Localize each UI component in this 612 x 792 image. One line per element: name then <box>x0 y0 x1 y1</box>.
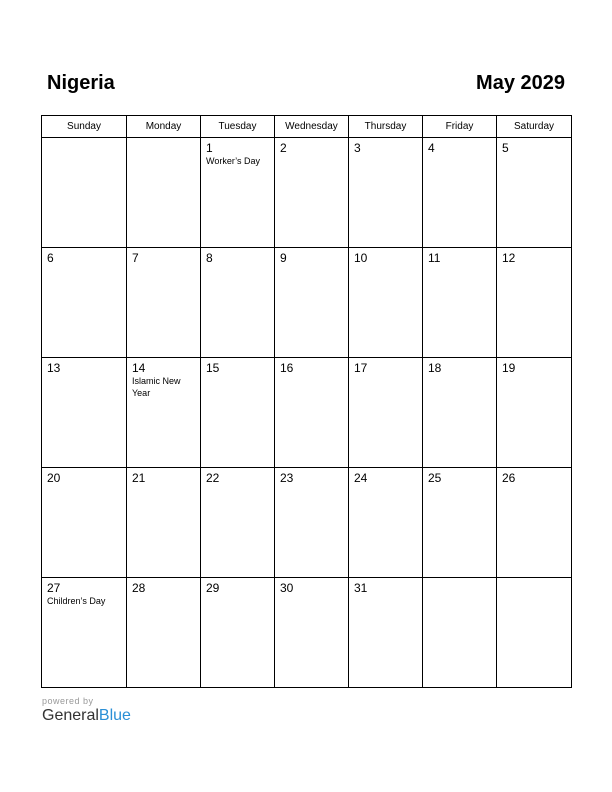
calendar-day-cell <box>275 358 349 468</box>
footer-branding <box>42 696 131 725</box>
calendar-week-row <box>42 248 572 358</box>
day-number: 27 <box>47 581 61 595</box>
brand-blue-text: Blue <box>98 707 131 724</box>
day-number: 18 <box>428 361 442 375</box>
day-number: 10 <box>354 251 368 265</box>
weekday-header-friday: Friday <box>423 116 497 138</box>
day-number: 9 <box>280 251 287 265</box>
day-number: 25 <box>428 471 442 485</box>
calendar-day-cell <box>497 248 572 358</box>
calendar-day-cell <box>127 248 201 358</box>
calendar-day-cell <box>349 358 423 468</box>
calendar-day-cell <box>497 578 572 688</box>
day-number: 7 <box>132 251 139 265</box>
calendar-day-cell <box>349 138 423 248</box>
calendar-day-cell <box>423 358 497 468</box>
calendar-day-cell <box>42 358 127 468</box>
generalblue-logo <box>42 707 131 725</box>
day-number: 31 <box>354 581 368 595</box>
calendar-week-row <box>42 578 572 688</box>
day-number: 14 <box>132 361 146 375</box>
calendar-day-cell <box>201 358 275 468</box>
day-number: 20 <box>47 471 61 485</box>
day-number: 5 <box>502 141 509 155</box>
calendar-day-cell <box>127 578 201 688</box>
calendar-day-cell <box>42 138 127 248</box>
weekday-header-tuesday: Tuesday <box>201 116 275 138</box>
calendar-day-cell <box>423 468 497 578</box>
weekday-header-monday: Monday <box>127 116 201 138</box>
weekday-header-saturday: Saturday <box>497 116 572 138</box>
month-year-title: May 2029 <box>476 72 565 94</box>
day-number: 26 <box>502 471 516 485</box>
day-number: 16 <box>280 361 294 375</box>
calendar-day-cell <box>201 138 275 248</box>
day-number: 4 <box>428 141 435 155</box>
calendar-day-cell <box>497 138 572 248</box>
weekday-header-wednesday: Wednesday <box>275 116 349 138</box>
calendar-day-cell <box>349 248 423 358</box>
calendar-day-cell <box>127 468 201 578</box>
day-number: 22 <box>206 471 220 485</box>
calendar-day-cell <box>275 468 349 578</box>
calendar-day-cell <box>423 248 497 358</box>
calendar-day-cell <box>42 248 127 358</box>
day-number: 30 <box>280 581 294 595</box>
day-number: 19 <box>502 361 516 375</box>
day-number: 11 <box>428 251 441 265</box>
calendar-day-cell <box>201 468 275 578</box>
calendar-day-cell <box>349 578 423 688</box>
calendar-day-cell <box>275 138 349 248</box>
calendar-day-cell <box>349 468 423 578</box>
calendar-day-cell <box>497 358 572 468</box>
day-number: 12 <box>502 251 516 265</box>
calendar-day-cell <box>42 468 127 578</box>
day-number: 15 <box>206 361 220 375</box>
calendar-day-cell <box>275 578 349 688</box>
calendar-week-row <box>42 358 572 468</box>
weekday-header-sunday: Sunday <box>42 116 127 138</box>
day-number: 28 <box>132 581 146 595</box>
calendar-day-cell <box>497 468 572 578</box>
day-number: 2 <box>280 141 287 155</box>
day-number: 23 <box>280 471 294 485</box>
day-number: 1 <box>206 141 213 155</box>
calendar-day-cell <box>127 138 201 248</box>
calendar-week-row <box>42 468 572 578</box>
day-number: 13 <box>47 361 61 375</box>
day-number: 6 <box>47 251 54 265</box>
calendar-grid <box>41 115 572 688</box>
calendar-day-cell <box>201 248 275 358</box>
calendar-week-row <box>42 138 572 248</box>
day-number: 17 <box>354 361 368 375</box>
calendar-day-cell <box>423 138 497 248</box>
weekday-header-row <box>42 116 572 138</box>
day-number: 3 <box>354 141 361 155</box>
powered-by-text: powered by <box>42 696 94 706</box>
day-number: 24 <box>354 471 368 485</box>
brand-general-text: General <box>42 707 99 724</box>
calendar-day-cell <box>42 578 127 688</box>
day-number: 21 <box>132 471 146 485</box>
holiday-label: Worker’s Day <box>206 156 261 166</box>
calendar-day-cell <box>201 578 275 688</box>
day-number: 29 <box>206 581 220 595</box>
weekday-header-thursday: Thursday <box>349 116 423 138</box>
day-number: 8 <box>206 251 213 265</box>
calendar-day-cell <box>275 248 349 358</box>
country-title: Nigeria <box>47 72 115 94</box>
holiday-label: Islamic New Year <box>132 376 181 398</box>
calendar-day-cell <box>423 578 497 688</box>
calendar-day-cell <box>127 358 201 468</box>
holiday-label: Children’s Day <box>47 596 106 606</box>
